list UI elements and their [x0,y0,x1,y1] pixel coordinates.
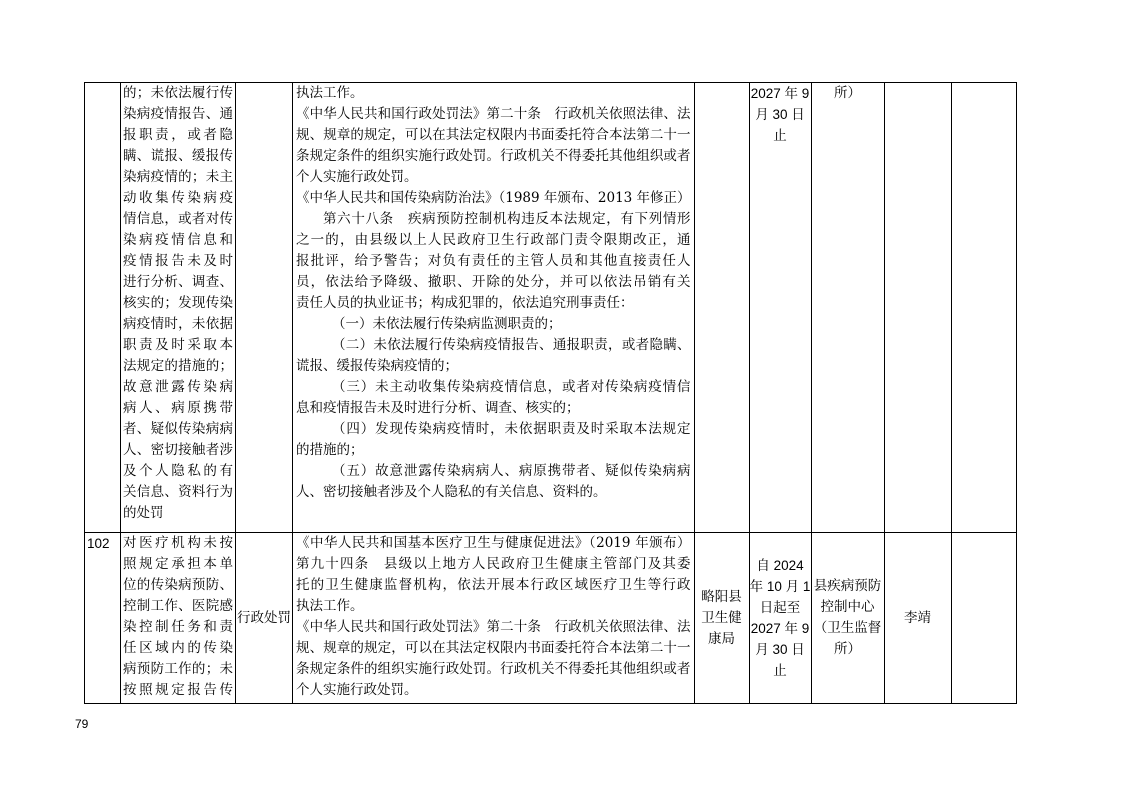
item-name-line: 及个人隐私的有 [123,463,233,479]
item-name-line: 情信息，或者对传 [123,211,233,227]
item-name-line: 按照规定报告传 [123,682,233,698]
item-name-line: 关信息、资料行为 [123,484,233,500]
row-number [85,83,121,533]
legal-basis-line: 条规定条件的组织实施行政处罚。行政机关不得委托其他组织或者 [296,661,691,677]
legal-basis-line: 执法工作。 [296,85,364,101]
legal-basis-line: 息和疫情报告未及时进行分析、调查、核实的； [296,400,580,416]
legal-basis-line: 第六十八条 疾病预防控制机构违反本法规定，有下列情形 [323,211,691,227]
validity-line: 止 [773,128,787,143]
item-name-line: 动收集传染病疫 [123,190,233,206]
item-name-line: 病人、病原携带 [123,400,233,416]
legal-basis-cell [293,83,695,533]
page-number: 79 [75,717,89,731]
department-line: 康局 [708,630,736,647]
item-name-line: 瞒、谎报、缓报传 [123,148,233,164]
validity-line: 日起至 [759,600,801,615]
entrusted-org-line: 县疾病预防 [813,578,882,594]
item-name-line: 进行分析、调查、 [123,274,233,290]
legal-basis-line: 《中华人民共和国行政处罚法》第二十条 行政机关依照法律、法 [296,106,691,122]
item-name-line: 的处罚 [123,505,164,521]
item-name-line: 核实的；发现传染 [123,295,233,311]
entrusted-org-line: （卫生监督 [813,620,882,636]
validity-line: 止 [773,663,787,678]
legal-basis-line: 《中华人民共和国行政处罚法》第二十条 行政机关依照法律、法 [296,619,691,635]
item-name-line: 故意泄露传染病 [123,379,233,395]
entrusted-org-cell [811,533,884,704]
department-line: 略阳县 [701,588,742,605]
department-cell [694,533,749,704]
legal-basis-line: 托的卫生健康监督机构，依法开展本行政区域医疗卫生等行政 [296,577,691,593]
row-number: 102 [85,533,121,704]
item-name-line: 疫情报告未及时 [123,253,233,269]
penalty-type-cell [236,83,293,533]
entrusted-org-line: 所） [834,85,862,101]
responsible-person-cell: 李靖 [884,533,951,704]
item-name-line: 职责及时采取本 [123,337,233,353]
entrusted-org-line: 控制中心 [820,599,875,615]
penalty-type-cell: 行政处罚 [236,533,293,704]
department-line: 卫生健 [701,609,742,626]
item-name-line: 报职责，或者隐 [123,127,233,143]
legal-basis-line: （四）发现传染病疫情时，未依据职责及时采取本法规定 [332,421,691,437]
validity-line: 自 2024 [756,558,804,573]
legal-basis-line: 之一的，由县级以上人民政府卫生行政部门责令限期改正，通 [296,232,691,248]
item-name-line: 染病疫情报告、通 [123,106,233,122]
item-name-line: 的；未依法履行传 [123,85,233,101]
legal-basis-line: 第九十四条 县级以上地方人民政府卫生健康主管部门及其委 [296,556,691,572]
legal-basis-line: （一）未依法履行传染病监测职责的； [332,316,562,332]
legal-basis-line: 谎报、缓报传染病疫情的； [296,358,458,374]
item-name-line: 病预防工作的；未 [123,661,233,677]
entrusted-org-line: 所） [834,641,862,657]
entrusted-org-cell [811,83,884,533]
validity-line: 2027 年 9 [750,621,810,636]
legal-basis-line: 规、规章的规定，可以在其法定权限内书面委托符合本法第二十一 [296,127,691,143]
legal-basis-line: 规、规章的规定，可以在其法定权限内书面委托符合本法第二十一 [296,640,691,656]
item-name-cell [121,83,236,533]
legal-basis-line: 《中华人民共和国传染病防治法》（1989 年颁布、2013 年修正） [296,190,691,206]
legal-basis-line: 的措施的； [296,442,364,458]
item-name-line: 染控制任务和责 [123,619,233,635]
item-name-line: 法规定的措施的； [123,358,233,374]
validity-period-cell [749,533,811,704]
validity-line: 2027 年 9 [750,86,810,101]
item-name-line: 者、疑似传染病病 [123,421,233,437]
item-name-line: 控制工作、医院感 [123,598,233,614]
legal-basis-line: 报批评，给予警告；对负有责任的主管人员和其他直接责任人 [296,253,691,269]
table-row [85,533,1017,704]
enforcement-table [84,82,1017,704]
legal-basis-line: 员，依法给予降级、撤职、开除的处分，并可以依法吊销有关 [296,274,691,290]
item-name-cell [121,533,236,704]
department-cell [694,83,749,533]
legal-basis-line: （三）未主动收集传染病疫情信息，或者对传染病疫情信 [332,379,691,395]
validity-line: 月 30 日 [755,107,805,122]
legal-basis-line: 人、密切接触者涉及个人隐私的有关信息、资料的。 [296,484,607,500]
item-name-line: 人、密切接触者涉 [123,442,233,458]
table-row [85,83,1017,533]
legal-basis-line: 《中华人民共和国基本医疗卫生与健康促进法》（2019 年颁布） [296,535,691,551]
legal-basis-line: 个人实施行政处罚。 [296,169,418,185]
legal-basis-line: 执法工作。 [296,598,364,614]
blank-cell [951,533,1016,704]
item-name-line: 位的传染病预防、 [123,577,233,593]
legal-basis-line: 条规定条件的组织实施行政处罚。行政机关不得委托其他组织或者 [296,148,691,164]
item-name-line: 对医疗机构未按 [123,535,233,551]
responsible-person-cell [884,83,951,533]
validity-period-cell [749,83,811,533]
legal-basis-line: 个人实施行政处罚。 [296,682,418,698]
item-name-line: 任区域内的传染 [123,640,233,656]
blank-cell [951,83,1016,533]
legal-basis-line: （五）故意泄露传染病病人、病原携带者、疑似传染病病 [332,463,691,479]
validity-line: 年 10 月 1 [749,579,811,594]
validity-line: 月 30 日 [755,642,805,657]
item-name-line: 照规定承担本单 [123,556,233,572]
item-name-line: 病疫情时，未依据 [123,316,233,332]
item-name-line: 染病疫情的；未主 [123,169,233,185]
legal-basis-line: （二）未依法履行传染病疫情报告、通报职责，或者隐瞒、 [332,337,691,353]
legal-basis-cell [293,533,695,704]
legal-basis-line: 责任人员的执业证书；构成犯罪的，依法追究刑事责任： [296,295,634,311]
item-name-line: 染病疫情信息和 [123,232,233,248]
